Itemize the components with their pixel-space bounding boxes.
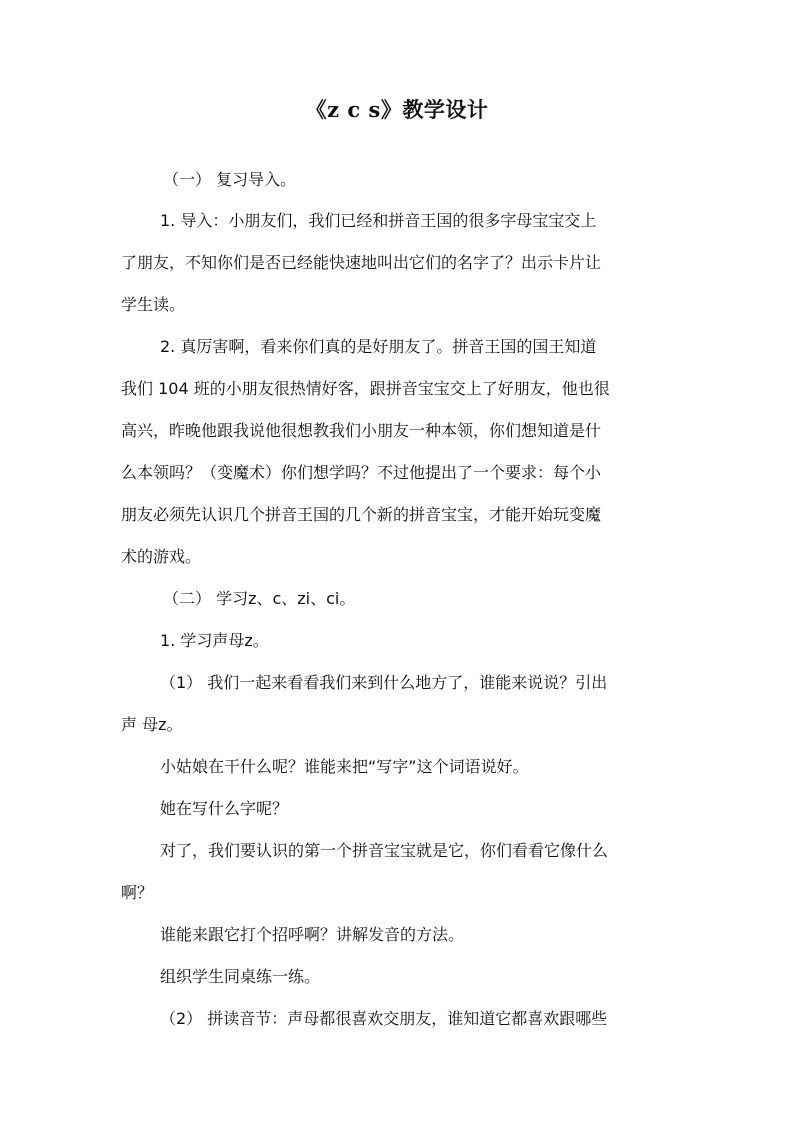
- document-title: 《z c s》教学设计: [305, 97, 489, 122]
- paragraph-line: 么本领吗？（变魔术）你们想学吗？不过他提出了一个要求：每个小: [121, 463, 602, 482]
- paragraph-line: 2. 真厉害啊，看来你们真的是好朋友了。拼音王国的国王知道: [160, 337, 597, 356]
- paragraph-line: 小姑娘在干什么呢？谁能来把“写字”这个词语说好。: [160, 757, 529, 776]
- paragraph-line: 啊？: [121, 883, 154, 902]
- section-heading-learn: （二） 学习z、c、zi、ci。: [163, 589, 356, 608]
- paragraph-line: 高兴，昨晚他跟我说他很想教我们小朋友一种本领，你们想知道是什: [121, 421, 602, 440]
- paragraph-line: 谁能来跟它打个招呼啊？讲解发音的方法。: [160, 925, 465, 944]
- paragraph-line: （1） 我们一起来看看我们来到什么地方了，谁能来说说？引出: [160, 673, 608, 692]
- paragraph-line: 学生读。: [121, 295, 186, 314]
- paragraph-line: 了朋友，不知你们是否已经能快速地叫出它们的名字了？出示卡片让: [121, 253, 602, 272]
- section-heading-review: （一） 复习导入。: [163, 170, 297, 189]
- paragraph-line: 朋友必须先认识几个拼音王国的几个新的拼音宝宝，才能开始玩变魔: [121, 505, 602, 524]
- paragraph-line: 组织学生同桌练一练。: [160, 967, 321, 986]
- paragraph-line: 术的游戏。: [121, 547, 202, 566]
- paragraph-line: 1. 导入：小朋友们，我们已经和拼音王国的很多字母宝宝交上: [160, 211, 597, 230]
- paragraph-line: 对了，我们要认识的第一个拼音宝宝就是它，你们看看它像什么: [160, 841, 609, 860]
- paragraph-line: 1. 学习声母z。: [160, 631, 269, 650]
- paragraph-line: （2） 拼读音节：声母都很喜欢交朋友，谁知道它都喜欢跟哪些: [160, 1009, 608, 1028]
- paragraph-line: 她在写什么字呢？: [160, 799, 289, 818]
- paragraph-line: 声 母z。: [121, 715, 183, 734]
- paragraph-line: 我们 104 班的小朋友很热情好客，跟拼音宝宝交上了好朋友，他也很: [121, 379, 610, 398]
